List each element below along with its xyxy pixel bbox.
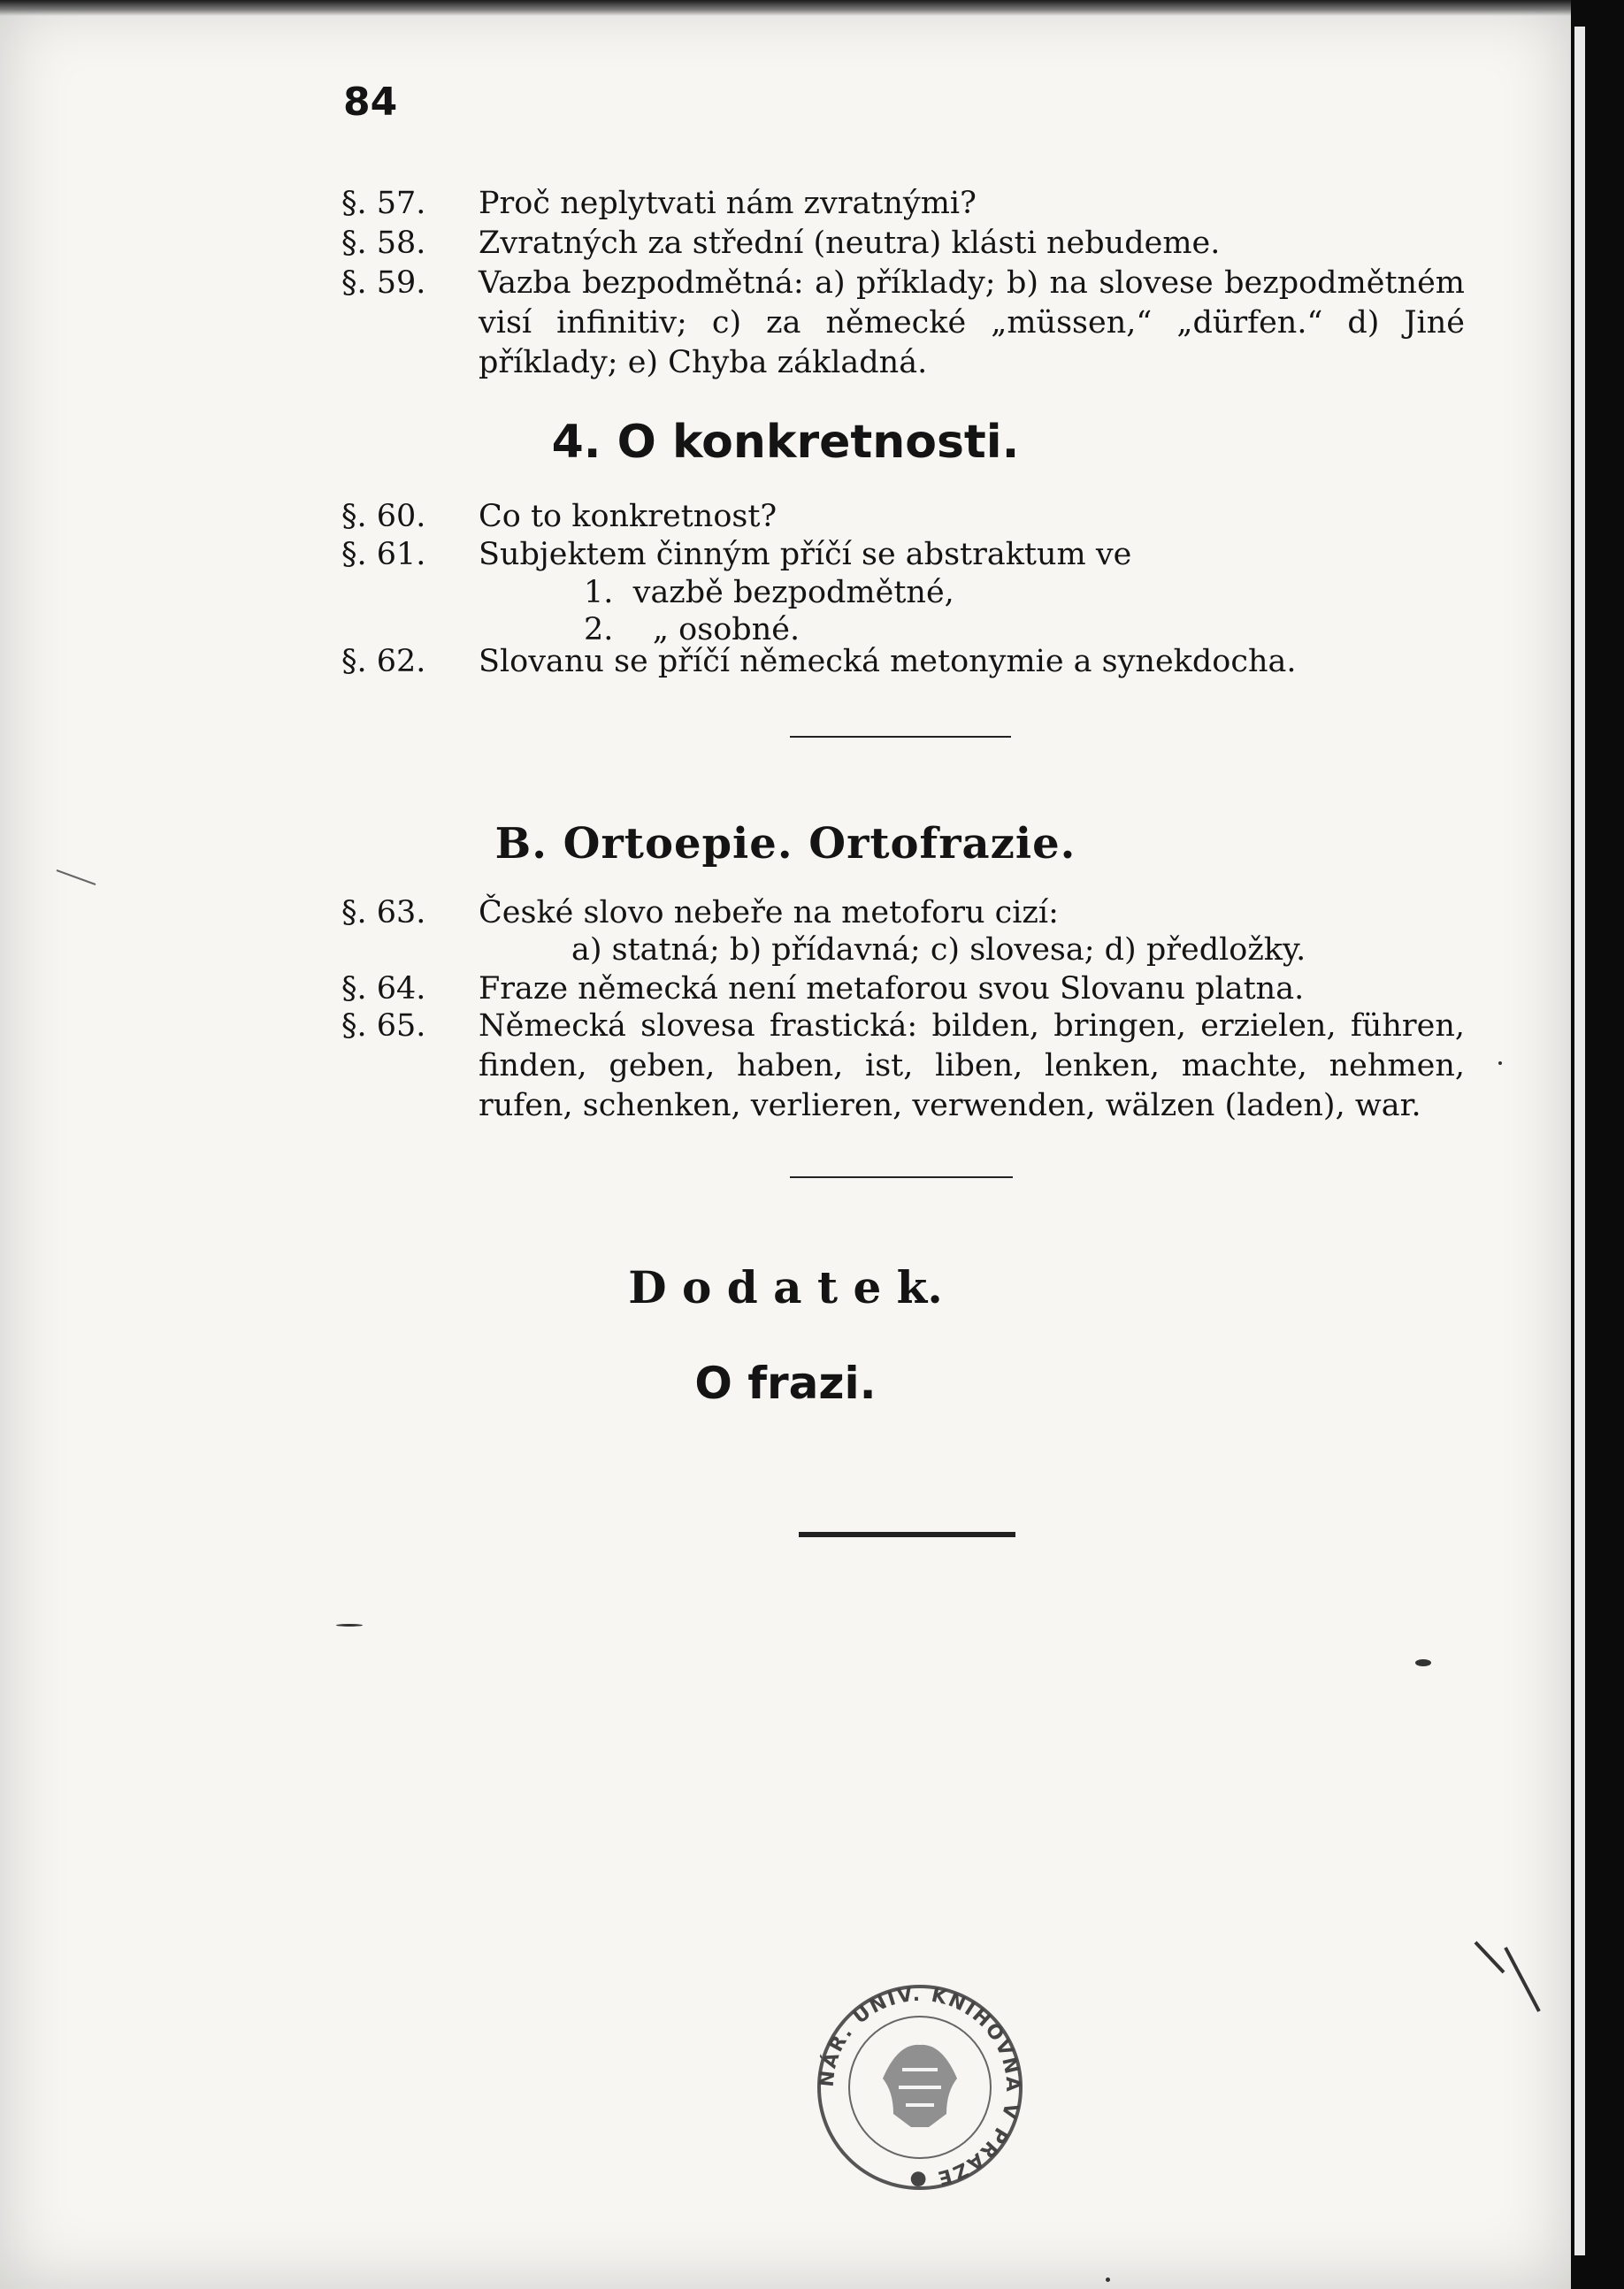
library-stamp: [814, 1981, 1026, 2193]
paragraph-number: §. 65.: [341, 1008, 426, 1044]
entry-text: Co to konkretnost?: [479, 499, 778, 534]
closing-rule: [799, 1532, 1015, 1537]
divider-rule: [790, 736, 1011, 738]
entry-65: [341, 1007, 1465, 1166]
section-heading-frazi: O frazi.: [694, 1358, 877, 1409]
entry-63: [341, 893, 1465, 933]
margin-tick-mark: [53, 867, 106, 893]
section-heading-dodatek: D o d a t e k.: [628, 1261, 943, 1313]
scan-edge-stripe: [1574, 27, 1585, 2255]
entry-text: Slovanu se příčí německá metonymie a synekdocha.: [479, 644, 1297, 679]
entry-text: Německá slovesa frastická: bilden, bringen, erzielen, führen, finden, geben, haben, ist, liben, lenken, machte, nehmen, rufen, schenken, verlieren, verwenden, wälzen (laden), war.: [479, 1008, 1465, 1123]
sub-item-number: 2.: [584, 612, 614, 647]
paragraph-number: §. 58.: [341, 226, 426, 261]
paragraph-number: §. 61.: [341, 537, 426, 572]
entry-58: [341, 224, 1465, 264]
scan-top-edge: [0, 0, 1571, 16]
entry-text: Zvratných za střední (neutra) klásti nebudeme.: [479, 226, 1221, 261]
section-heading-konkretnost: 4. O konkretnosti.: [551, 416, 1020, 469]
svg-text:NÁR. UNIV. KNIHOVNA V PRAZE ●: NÁR. UNIV. KNIHOVNA V PRAZE ●: [816, 1983, 1024, 2192]
entry-61: [341, 535, 1465, 575]
entry-64: [341, 969, 1465, 1009]
paragraph-number: §. 57.: [341, 186, 426, 221]
section-heading-ortoepie: B. Ortoepie. Ortofrazie.: [494, 819, 1076, 869]
scan-right-border: [1571, 0, 1624, 2289]
sub-item-text: vazbě bezpodmětné,: [632, 575, 954, 610]
sub-item-text: „ osobné.: [652, 612, 801, 647]
entry-57: [341, 184, 1465, 224]
entry-text: České slovo nebeře na metoforu cizí:: [479, 895, 1059, 930]
paragraph-number: §. 62.: [341, 644, 426, 679]
page-number: 84: [343, 80, 398, 125]
entry-62: [341, 642, 1465, 682]
entry-text: Vazba bezpodmětná: a) příklady; b) na slovese bezpodmětném visí infinitiv; c) za německé „müssen,“ „dürfen.“ d) Jiné příklady; e) Chyba základná.: [479, 265, 1465, 380]
divider-rule: [790, 1176, 1013, 1178]
paragraph-number: §. 63.: [341, 895, 426, 930]
entry-60: [341, 497, 1465, 537]
scan-speck: [1106, 2278, 1110, 2282]
paragraph-number: §. 59.: [341, 265, 426, 301]
sub-item-number: 1.: [584, 575, 614, 610]
sub-list-63: a) statná; b) přídavná; c) slovesa; d) předložky.: [571, 932, 1306, 968]
scan-stroke-mark: [1468, 1937, 1557, 2034]
scan-speck: [1415, 1659, 1431, 1666]
entry-text: Subjektem činným příčí se abstraktum ve: [479, 537, 1132, 572]
paragraph-number: §. 60.: [341, 499, 426, 534]
scan-speck: [1498, 1061, 1502, 1065]
entry-text: Proč neplytvati nám zvratnými?: [479, 186, 977, 221]
paragraph-number: §. 64.: [341, 971, 426, 1007]
entry-59: [341, 264, 1465, 383]
scan-speck: [336, 1624, 363, 1627]
entry-text: Fraze německá není metaforou svou Slovanu platna.: [479, 971, 1305, 1007]
sub-item-61-1: [584, 573, 954, 613]
